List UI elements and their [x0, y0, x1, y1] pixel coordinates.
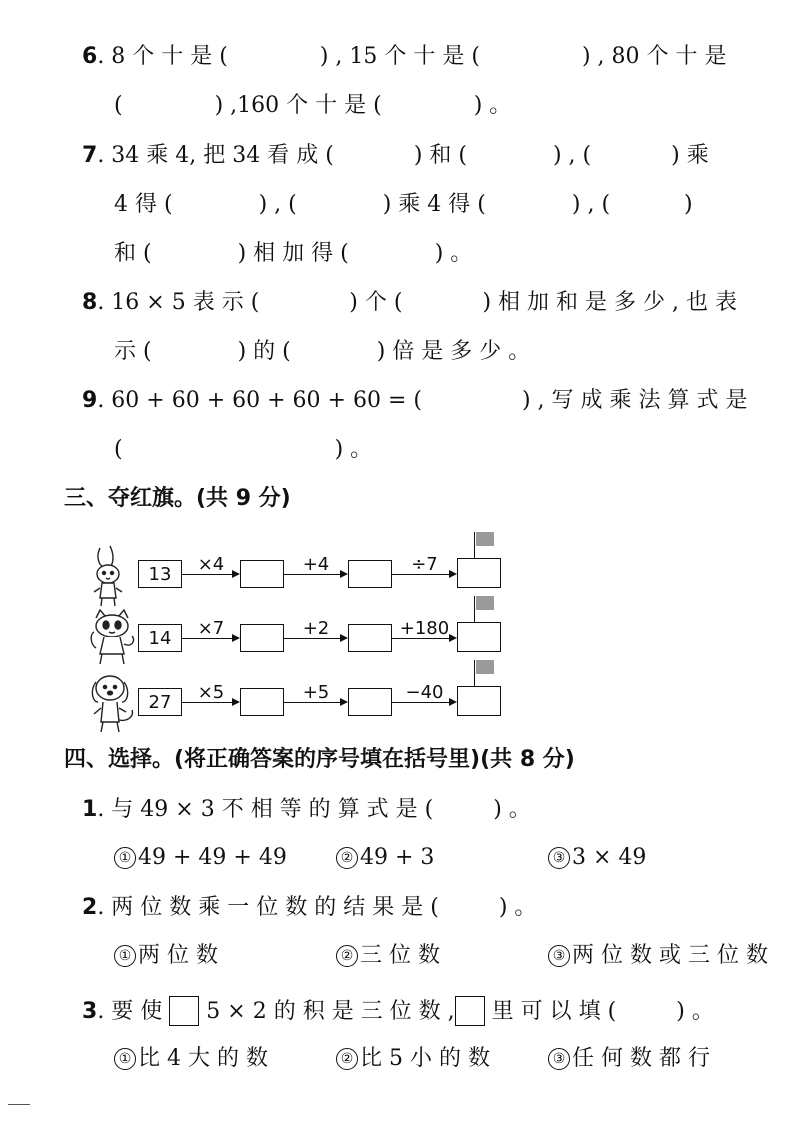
- question-8-line-1: [82, 292, 737, 314]
- question-7-line-1: [82, 145, 709, 167]
- question-text: ) 相 加 和 是 多 少 , 也 表: [482, 290, 737, 315]
- option-marker: ②: [336, 847, 358, 869]
- footer-rule: [8, 1104, 30, 1105]
- question-text: ) 的 (: [237, 339, 291, 364]
- question-text: ) 。: [334, 437, 373, 462]
- option-text: 三 位 数: [360, 943, 440, 968]
- question-text: ) 。: [498, 895, 537, 920]
- flag-icon: [476, 532, 494, 546]
- option-3[interactable]: [548, 945, 768, 967]
- section-3-title: 三、夺红旗。(共 9 分): [64, 486, 291, 511]
- option-marker: ①: [114, 847, 136, 869]
- start-number-box: 13: [138, 560, 182, 588]
- dog-icon: [88, 672, 140, 742]
- question-8-line-2: [114, 341, 530, 363]
- option-text: 49 + 49 + 49: [138, 845, 287, 870]
- option-text: 3 × 49: [572, 845, 647, 870]
- flag-pole: [474, 532, 475, 558]
- question-9-line-2: [114, 439, 372, 461]
- question-number: 3: [82, 999, 98, 1024]
- question-7-line-3: [114, 243, 472, 265]
- answer-box[interactable]: [240, 624, 284, 652]
- flag-answer-box[interactable]: [457, 686, 501, 716]
- answer-box[interactable]: [348, 624, 392, 652]
- choice-question-3: [82, 996, 714, 1026]
- question-7-line-2: [114, 194, 693, 216]
- question-text: ) , 15 个 十 是 (: [319, 44, 480, 69]
- question-text: ) , (: [571, 192, 611, 217]
- option-2[interactable]: [336, 1048, 490, 1070]
- question-text: ) 。: [676, 999, 714, 1024]
- operation-label: +4: [302, 554, 330, 575]
- option-text: 49 + 3: [360, 845, 435, 870]
- option-1[interactable]: [114, 1048, 268, 1070]
- fill-in-box[interactable]: [169, 996, 199, 1026]
- section-4-title: 四、选择。(将正确答案的序号填在括号里)(共 8 分): [64, 747, 575, 772]
- question-text: 示 (: [114, 339, 152, 364]
- option-2[interactable]: [336, 847, 434, 869]
- question-text: 和 (: [114, 241, 152, 266]
- question-text: 5 × 2 的 积 是 三 位 数 ,: [206, 999, 455, 1024]
- question-text: ) 个 (: [349, 290, 403, 315]
- question-text: . 16 × 5 表 示 (: [97, 290, 260, 315]
- option-text: 比 5 小 的 数: [360, 1046, 490, 1071]
- flag-answer-box[interactable]: [457, 622, 501, 652]
- answer-box[interactable]: [240, 560, 284, 588]
- question-text: ) , 写 成 乘 法 算 式 是: [521, 388, 748, 413]
- operation-label: −40: [405, 682, 444, 703]
- question-text: ) 倍 是 多 少 。: [376, 339, 531, 364]
- question-text: ) 乘: [671, 143, 709, 168]
- start-number-box: 27: [138, 688, 182, 716]
- rabbit-icon: [88, 544, 132, 616]
- question-text: . 60 + 60 + 60 + 60 + 60 = (: [97, 388, 422, 413]
- question-text: ) 。: [493, 797, 531, 822]
- option-marker: ③: [548, 945, 570, 967]
- question-number: 6: [82, 44, 98, 69]
- question-text: . 与 49 × 3 不 相 等 的 算 式 是 (: [97, 797, 434, 822]
- question-text: ) 。: [434, 241, 473, 266]
- question-text: ) , (: [552, 143, 592, 168]
- answer-box[interactable]: [348, 688, 392, 716]
- question-number: 8: [82, 290, 98, 315]
- question-number: 9: [82, 388, 98, 413]
- operation-label: ×4: [197, 554, 225, 575]
- question-number: 2: [82, 895, 98, 920]
- question-text: . 两 位 数 乘 一 位 数 的 结 果 是 (: [97, 895, 439, 920]
- choice-question-1: [82, 799, 531, 821]
- flag-answer-box[interactable]: [457, 558, 501, 588]
- question-text: ): [684, 192, 693, 217]
- question-text: . 8 个 十 是 (: [97, 44, 228, 69]
- operation-label: ÷7: [411, 554, 438, 575]
- operation-label: ×5: [197, 682, 225, 703]
- option-marker: ③: [548, 1048, 570, 1070]
- question-text: ) , 80 个 十 是: [581, 44, 727, 69]
- question-9-line-1: [82, 390, 747, 412]
- option-text: 比 4 大 的 数: [138, 1046, 268, 1071]
- operation-label: +5: [302, 682, 330, 703]
- option-text: 两 位 数 或 三 位 数: [572, 943, 768, 968]
- question-number: 1: [82, 797, 98, 822]
- option-marker: ①: [114, 1048, 136, 1070]
- flag-icon: [476, 660, 494, 674]
- answer-box[interactable]: [348, 560, 392, 588]
- option-1[interactable]: [114, 847, 287, 869]
- question-text: ) 乘 4 得 (: [382, 192, 486, 217]
- flag-pole: [474, 660, 475, 686]
- option-marker: ③: [548, 847, 570, 869]
- answer-box[interactable]: [240, 688, 284, 716]
- option-marker: ②: [336, 945, 358, 967]
- question-text: (: [114, 93, 123, 118]
- operation-label: ×7: [197, 618, 225, 639]
- question-text: . 要 使: [97, 999, 163, 1024]
- option-marker: ②: [336, 1048, 358, 1070]
- flag-pole: [474, 596, 475, 622]
- question-text: 里 可 以 填 (: [491, 999, 617, 1024]
- question-6-line-2: [114, 95, 511, 117]
- question-text: ) ,160 个 十 是 (: [214, 93, 382, 118]
- option-3[interactable]: [548, 1048, 710, 1070]
- operation-label: +2: [302, 618, 330, 639]
- option-text: 两 位 数: [138, 943, 218, 968]
- operation-label: +180: [399, 618, 450, 639]
- question-text: ) 相 加 得 (: [237, 241, 349, 266]
- option-marker: ①: [114, 945, 136, 967]
- question-text: (: [114, 437, 123, 462]
- option-1[interactable]: [114, 945, 218, 967]
- question-6-line-1: [82, 46, 727, 68]
- question-text: ) 和 (: [413, 143, 467, 168]
- start-number-box: 14: [138, 624, 182, 652]
- question-text: ) 。: [473, 93, 512, 118]
- question-number: 7: [82, 143, 98, 168]
- question-text: ) , (: [258, 192, 297, 217]
- flag-icon: [476, 596, 494, 610]
- cat-icon: [88, 608, 140, 674]
- option-text: 任 何 数 都 行: [572, 1046, 710, 1071]
- question-text: 4 得 (: [114, 192, 173, 217]
- option-2[interactable]: [336, 945, 440, 967]
- option-3[interactable]: [548, 847, 646, 869]
- choice-question-2: [82, 897, 536, 919]
- fill-in-box[interactable]: [455, 996, 485, 1026]
- question-text: . 34 乘 4, 把 34 看 成 (: [97, 143, 334, 168]
